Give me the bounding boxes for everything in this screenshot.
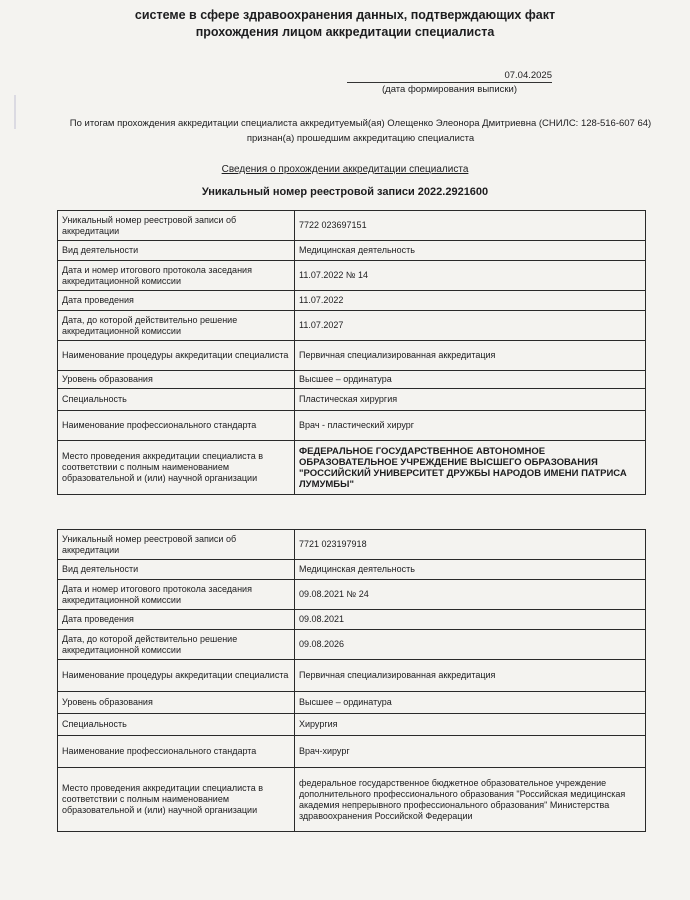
- record-value: Хирургия: [295, 714, 646, 736]
- record-value: Первичная специализированная аккредитация: [295, 341, 646, 371]
- table-row: [58, 768, 646, 832]
- generation-date-label: (дата формирования выписки): [382, 84, 517, 95]
- record-key: Дата проведения: [58, 610, 295, 630]
- record-key: Уникальный номер реестровой записи об аккредитации: [58, 211, 295, 241]
- table-row: [58, 241, 646, 261]
- record-value: 11.07.2027: [295, 311, 646, 341]
- record-value: 7721 023197918: [295, 530, 646, 560]
- record-value: Пластическая хирургия: [295, 389, 646, 411]
- record-key: Дата и номер итогового протокола заседания аккредитационной комиссии: [58, 580, 295, 610]
- record-value: Врач-хирург: [295, 736, 646, 768]
- record-key: Дата, до которой действительно решение аккредитационной комиссии: [58, 630, 295, 660]
- record-value: Высшее – ординатура: [295, 371, 646, 389]
- table-row: [58, 660, 646, 692]
- table-row: [58, 530, 646, 560]
- table-row: [58, 610, 646, 630]
- record-key: Вид деятельности: [58, 560, 295, 580]
- record-key: Уровень образования: [58, 692, 295, 714]
- record-key: Наименование профессионального стандарта: [58, 411, 295, 441]
- intro-paragraph: По итогам прохождения аккредитации специалиста аккредитуемый(ая) Олещенко Элеонора Дмитриевна (СНИЛС: 128-516-607 64) признан(а) прошедшим аккредитацию специалиста: [69, 118, 652, 144]
- record-value: Первичная специализированная аккредитация: [295, 660, 646, 692]
- record-key: Специальность: [58, 389, 295, 411]
- record-key: Дата проведения: [58, 291, 295, 311]
- record-key: Место проведения аккредитации специалиста в соответствии с полным наименованием образовательной и (или) научной организации: [58, 441, 295, 495]
- table-row: [58, 411, 646, 441]
- record-value: 7722 023697151: [295, 211, 646, 241]
- table-row: [58, 560, 646, 580]
- record-key: Дата и номер итогового протокола заседания аккредитационной комиссии: [58, 261, 295, 291]
- record-key: Дата, до которой действительно решение аккредитационной комиссии: [58, 311, 295, 341]
- record-key: Специальность: [58, 714, 295, 736]
- record-value: Врач - пластический хирург: [295, 411, 646, 441]
- section-title: [0, 164, 690, 175]
- document-title-line1: системе в сфере здравоохранения данных, подтверждающих факт: [134, 8, 556, 22]
- table-row: [58, 714, 646, 736]
- record-value: 09.08.2021: [295, 610, 646, 630]
- record-key: Наименование процедуры аккредитации специалиста: [58, 341, 295, 371]
- record-value: ФЕДЕРАЛЬНОЕ ГОСУДАРСТВЕННОЕ АВТОНОМНОЕ ОБРАЗОВАТЕЛЬНОЕ УЧРЕЖДЕНИЕ ВЫСШЕГО ОБРАЗОВАНИЯ "РОССИЙСКИЙ УНИВЕРСИТЕТ ДРУЖБЫ НАРОДОВ ИМЕНИ ПАТРИСА ЛУМУМБЫ": [295, 441, 646, 495]
- table-row: [58, 341, 646, 371]
- table-row: [58, 441, 646, 495]
- record-value: Медицинская деятельность: [295, 241, 646, 261]
- record-value: 09.08.2021 № 24: [295, 580, 646, 610]
- record-key: Уровень образования: [58, 371, 295, 389]
- record-key: Наименование профессионального стандарта: [58, 736, 295, 768]
- date-block: [347, 70, 552, 95]
- record-key: Уникальный номер реестровой записи об аккредитации: [58, 530, 295, 560]
- table-row: [58, 692, 646, 714]
- table-row: [58, 371, 646, 389]
- table-row: [58, 580, 646, 610]
- faint-mark: [14, 95, 50, 129]
- table-row: [58, 211, 646, 241]
- table-row: [58, 630, 646, 660]
- accreditation-record-table: [57, 210, 646, 495]
- record-value: 11.07.2022 № 14: [295, 261, 646, 291]
- registry-number: Уникальный номер реестровой записи 2022.2921600: [201, 186, 489, 198]
- table-row: [58, 736, 646, 768]
- record-value: федеральное государственное бюджетное образовательное учреждение дополнительного профессионального образования "Российская медицинская академия непрерывного профессионального образования" Министерства здравоохранения Российской Федерации: [295, 768, 646, 832]
- table-row: [58, 261, 646, 291]
- record-value: 11.07.2022: [295, 291, 646, 311]
- record-value: Медицинская деятельность: [295, 560, 646, 580]
- generation-date: 07.04.2025: [347, 70, 552, 83]
- record-key: Наименование процедуры аккредитации специалиста: [58, 660, 295, 692]
- section-title-text: Сведения о прохождении аккредитации специалиста: [221, 164, 469, 175]
- table-row: [58, 311, 646, 341]
- table-row: [58, 389, 646, 411]
- record-value: 09.08.2026: [295, 630, 646, 660]
- document-title-line2: прохождения лицом аккредитации специалиста: [195, 25, 495, 39]
- accreditation-record-table: [57, 529, 646, 832]
- record-value: Высшее – ординатура: [295, 692, 646, 714]
- record-key: Вид деятельности: [58, 241, 295, 261]
- table-row: [58, 291, 646, 311]
- record-key: Место проведения аккредитации специалиста в соответствии с полным наименованием образовательной и (или) научной организации: [58, 768, 295, 832]
